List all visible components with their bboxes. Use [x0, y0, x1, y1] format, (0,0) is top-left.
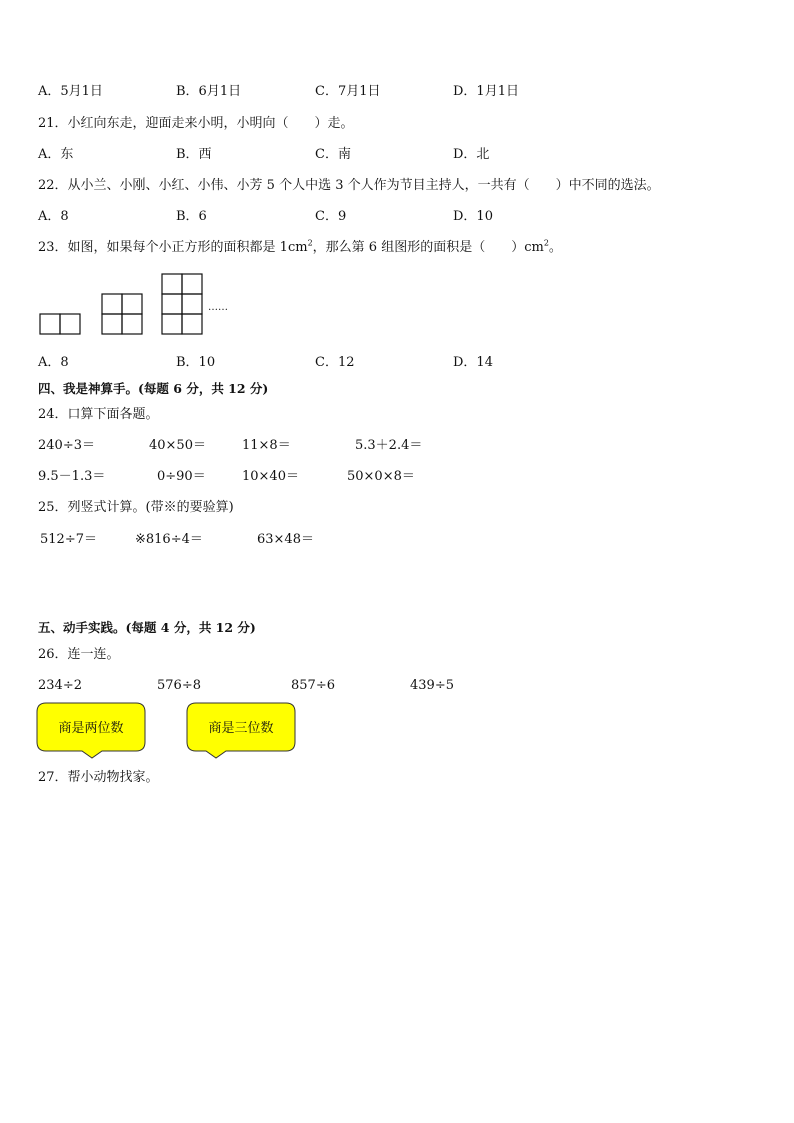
- q25-question: 25．列竖式计算。(带※的要验算): [38, 500, 234, 515]
- q26-expression: 234÷2: [38, 678, 82, 693]
- q26-expression: 439÷5: [410, 678, 454, 693]
- group3-square: [162, 294, 182, 314]
- q24-expr: 10×40＝: [242, 469, 299, 484]
- q22-question: 22．从小兰、小刚、小红、小伟、小芳 5 个人中选 3 个人作为节目主持人，一共有（ ）中不同的选法。: [38, 178, 660, 193]
- group3-square: [182, 294, 202, 314]
- group3-square: [162, 314, 182, 334]
- q27-question: 27．帮小动物找家。: [38, 770, 159, 785]
- q23-option-a: A．8: [38, 355, 69, 370]
- q22-option-b: B．6: [176, 209, 207, 224]
- q23-question: 23．如图，如果每个小正方形的面积都是 $1cm^2$，那么第 6 组图形的面积是（ ）$cm^2$。: [38, 238, 562, 255]
- q26-expression: 576÷8: [157, 678, 201, 693]
- q25-item: 63×48＝: [257, 532, 314, 547]
- group3-square: [182, 274, 202, 294]
- q24-expr: 11×8＝: [242, 438, 291, 453]
- q25-item: 512÷7＝: [40, 532, 97, 547]
- section-4-heading: 四、我是神算手。(每题 6 分，共 12 分): [38, 381, 269, 396]
- section-5-heading: 五、动手实践。(每题 4 分，共 12 分): [38, 620, 256, 635]
- group3-square: [162, 274, 182, 294]
- group2-square: [102, 314, 122, 334]
- q23-option-b: B．10: [176, 355, 216, 370]
- q23-option-d: D．14: [453, 355, 493, 370]
- q20-option-c: C．7月1日: [315, 84, 381, 99]
- callout-label: 商是三位数: [208, 721, 274, 736]
- group2-square: [102, 294, 122, 314]
- group1-square: [40, 314, 60, 334]
- group2-square: [122, 294, 142, 314]
- q24-expr: 50×0×8＝: [347, 469, 415, 484]
- q22-option-d: D．10: [453, 209, 493, 224]
- q20-option-d: D．1月1日: [453, 84, 519, 99]
- q21-question: 21．小红向东走，迎面走来小明，小明向（ ）走。: [38, 116, 354, 131]
- q20-option-b: B．6月1日: [176, 84, 242, 99]
- callout-three-digit: [186, 702, 298, 762]
- group3-square: [182, 314, 202, 334]
- group2-square: [122, 314, 142, 334]
- q20-option-a: A．5月1日: [38, 84, 103, 99]
- q26-expression: 857÷6: [291, 678, 335, 693]
- q24-expr: 40×50＝: [149, 438, 206, 453]
- q21-option-c: C．南: [315, 147, 351, 162]
- figure-ellipsis: ……: [208, 302, 228, 313]
- callout-two-digit: [36, 702, 148, 762]
- q21-option-d: D．北: [453, 147, 490, 162]
- q24-question: 24．口算下面各题。: [38, 407, 159, 422]
- q21-option-a: A．东: [38, 147, 74, 162]
- q22-option-a: A．8: [38, 209, 69, 224]
- q24-expr: 240÷3＝: [38, 438, 95, 453]
- q23-option-c: C．12: [315, 355, 355, 370]
- q26-question: 26．连一连。: [38, 647, 120, 662]
- q24-expr: 9.5－1.3＝: [38, 469, 106, 484]
- q24-expr: 0÷90＝: [157, 469, 206, 484]
- group1-square: [60, 314, 80, 334]
- q21-option-b: B．西: [176, 147, 212, 162]
- q22-option-c: C．9: [315, 209, 347, 224]
- q25-item: ※816÷4＝: [135, 532, 203, 547]
- callout-label: 商是两位数: [58, 721, 124, 736]
- square-pattern-figure: [38, 272, 258, 338]
- q24-expr: 5.3＋2.4＝: [355, 438, 423, 453]
